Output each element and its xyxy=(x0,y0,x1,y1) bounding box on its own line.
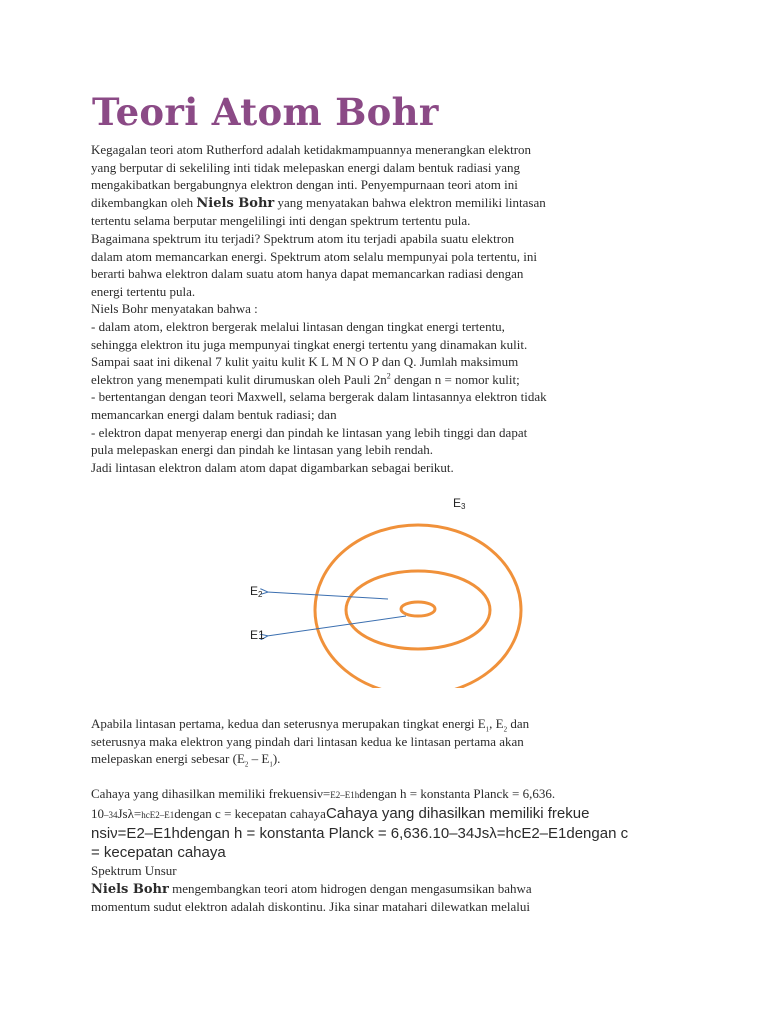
niels-bohr-bold: Niels Bohr xyxy=(196,195,275,211)
text-line: = kecepatan cahaya xyxy=(91,844,226,862)
text-line: Niels Bohr mengembangkan teori atom hidrogen dengan mengasumsikan bahwa xyxy=(91,880,532,897)
text-line: berarti bahwa elektron dalam suatu atom hanya dapat memancarkan radiasi dengan xyxy=(91,266,524,282)
text-line: Jadi lintasan elektron dalam atom dapat digambarkan sebagai berikut. xyxy=(91,459,454,475)
text-line: pula melepaskan energi dan pindah ke lintasan yang lebih rendah. xyxy=(91,442,433,458)
text-line: momentum sudut elektron adalah diskontinu. Jika sinar matahari dilewatkan melalui xyxy=(91,899,531,915)
text-line: sehingga elektron itu juga mempunyai tingkat energi tertentu yang dinamakan kulit. xyxy=(91,336,528,352)
energy-paragraph xyxy=(91,715,731,768)
arrow-e2 xyxy=(267,592,388,599)
text-line: 10–34Jsλ=hcE2–E1dengan c = kecepatan cahayaCahaya yang dihasilkan memiliki frekue xyxy=(91,804,590,822)
text-line: tertentu selama berputar mengelilingi inti dengan spektrum tertentu pula. xyxy=(91,213,471,229)
text-line: memancarkan energi dalam bentuk radiasi; dan xyxy=(91,406,337,422)
text-line: - bertentangan dengan teori Maxwell, selama bergerak dalam lintasannya elektron tidak xyxy=(91,389,547,405)
text-line: Niels Bohr menyatakan bahwa : xyxy=(91,301,258,317)
text-line: mengakibatkan bergabungnya elektron dengan inti. Penyempurnaan teori atom ini xyxy=(91,177,518,193)
page-title: Teori Atom Bohr xyxy=(92,90,439,134)
text-line: Bagaimana spektrum itu terjadi? Spektrum atom itu terjadi apabila suatu elektron xyxy=(91,230,515,246)
text-line: yang berputar di sekeliling inti tidak melepaskan energi dalam bentuk radiasi yang xyxy=(91,159,520,175)
bohr-atom-diagram xyxy=(240,488,540,688)
text-line: energi tertentu pula. xyxy=(91,283,196,299)
intro-paragraph xyxy=(91,141,731,476)
text-line: dikembangkan oleh Niels Bohr yang menyatakan bahwa elektron memiliki lintasan xyxy=(91,194,546,211)
arrow-e1 xyxy=(267,616,406,636)
label-e3: E3 xyxy=(453,496,466,511)
text-line: - dalam atom, elektron bergerak melalui lintasan dengan tingkat energi tertentu, xyxy=(91,318,505,334)
label-e1: E1 xyxy=(250,628,265,642)
niels-bohr-bold: Niels Bohr xyxy=(91,881,169,897)
text-line: elektron yang menempati kulit dirumuskan oleh Pauli $2n^2$ dengan n = nomor kulit; xyxy=(91,371,520,387)
text-line: Spektrum Unsur xyxy=(91,863,177,879)
text-line: - elektron dapat menyerap energi dan pindah ke lintasan yang lebih tinggi dan dapat xyxy=(91,424,528,440)
text-line: Apabila lintasan pertama, kedua dan seterusnya merupakan tingkat energi $E_1$, $E_2$ dan xyxy=(91,716,530,734)
orbit-e2 xyxy=(346,571,490,649)
text-line: seterusnya maka elektron yang pindah dari lintasan kedua ke lintasan pertama akan xyxy=(91,733,524,749)
text-line: Sampai saat ini dikenal 7 kulit yaitu kulit K L M N O P dan Q. Jumlah maksimum xyxy=(91,354,519,370)
text-line: Cahaya yang dihasilkan memiliki frekuensiν=E2–E1hdengan h = konstanta Planck = 6,636. xyxy=(91,786,556,801)
text-line: dalam atom memancarkan energi. Spektrum atom selalu mempunyai pola tertentu, ini xyxy=(91,248,537,264)
frequency-paragraph xyxy=(91,785,731,916)
label-e2: E2 xyxy=(250,584,263,599)
text-line: nsiν=E2–E1hdengan h = konstanta Planck = 6,636.10–34Jsλ=hcE2–E1dengan c xyxy=(91,825,629,843)
text-line: Kegagalan teori atom Rutherford adalah ketidakmampuannya menerangkan elektron xyxy=(91,142,532,157)
orbit-e1 xyxy=(401,602,435,616)
text-line: melepaskan energi sebesar $(E_2 - E_1)$. xyxy=(91,751,281,769)
